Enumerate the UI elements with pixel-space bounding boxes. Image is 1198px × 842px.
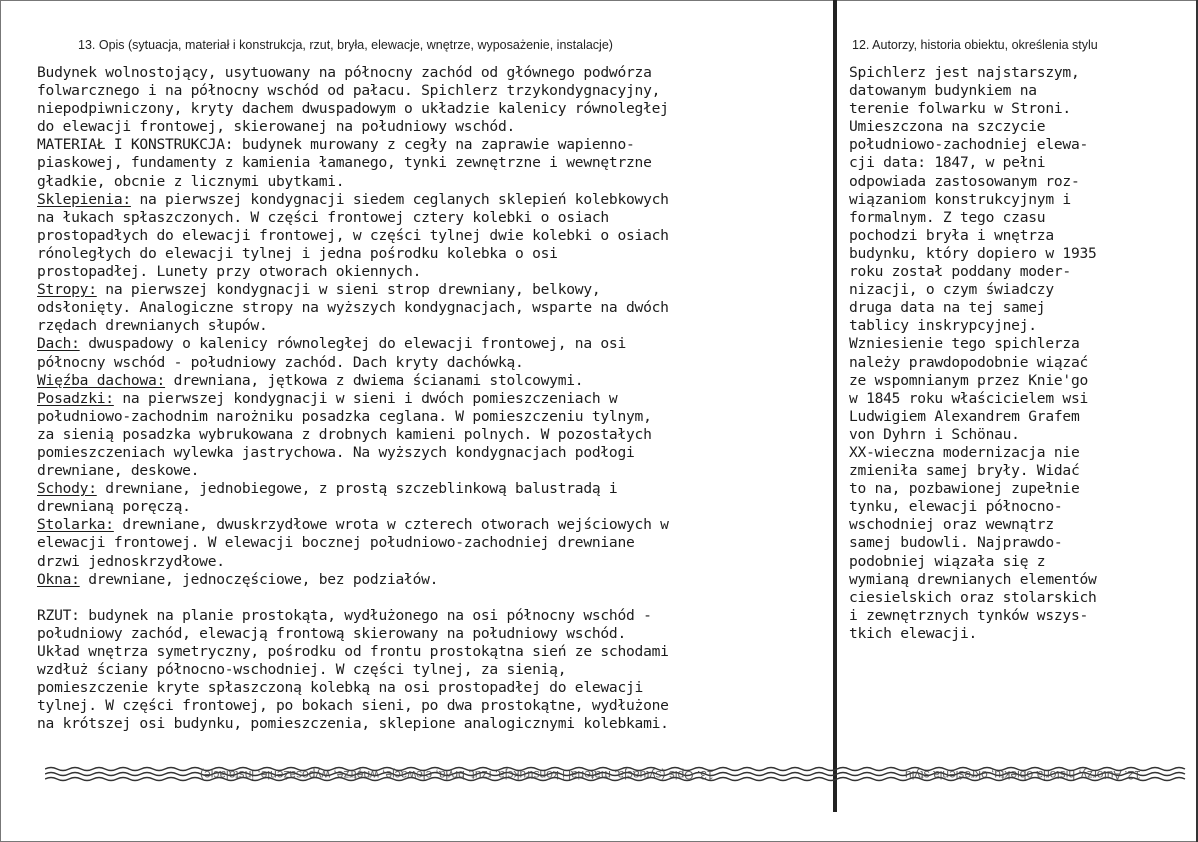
- history-line: i zewnętrznych tynków wszys-: [849, 606, 1089, 624]
- description-line: [37, 534, 797, 552]
- line-text: niepodpiwniczony, kryty dachem dwuspadowym o układzie kalenicy równoległej: [37, 100, 669, 118]
- line-text: południowy zachód, elewacją frontową skierowany na południowy wschód.: [37, 624, 626, 642]
- history-line: budynku, który dopiero w 1935: [849, 244, 1097, 262]
- description-line: [37, 154, 797, 172]
- section-heading: Posadzki:: [37, 389, 114, 407]
- history-line: tynku, elewacji północno-: [849, 498, 1063, 516]
- mirrored-right-header: 12. Autorzy, historia obiektu, określenia stylu: [905, 768, 1141, 782]
- history-line: zmieniła samej bryły. Widać: [849, 462, 1080, 480]
- line-text: drzwi jednoskrzydłowe.: [37, 552, 225, 570]
- history-line: nizacji, o czym świadczy: [849, 281, 1054, 299]
- description-line: [37, 607, 797, 625]
- description-line: [37, 571, 797, 589]
- line-text: drewniane, jednoczęściowe, bez podziałów.: [79, 570, 439, 588]
- description-line: [37, 480, 797, 498]
- line-text: drewniane, jednobiegowe, z prostą szczeblinkową balustradą i: [96, 480, 618, 498]
- line-text: na łukach spłaszczonych. W części frontowej cztery kolebki o osiach: [37, 208, 609, 226]
- history-line: Umieszczona na szczycie: [849, 118, 1046, 136]
- line-text: na pierwszej kondygnacji siedem ceglanych sklepień kolebkowych: [130, 190, 669, 208]
- line-text: drewniane, dwuskrzydłowe wrota w czterech otworach wejściowych w: [113, 516, 669, 534]
- line-text: elewacji frontowej. W elewacji bocznej południowo-zachodniej drewniane: [37, 534, 635, 552]
- history-line: terenie folwarku w Stroni.: [849, 100, 1071, 118]
- description-line: [37, 335, 797, 353]
- history-line: tkich elewacji.: [849, 624, 978, 642]
- line-text: pomieszczeniach wylewka jastrychowa. Na wyższych kondygnacjach podłogi: [37, 443, 635, 461]
- line-text: folwarcznego i na północny wschód od pałacu. Spichlerz trzykondygnacyjny,: [37, 82, 661, 100]
- description-line: [37, 697, 797, 715]
- section-heading: Stropy:: [37, 281, 97, 299]
- description-line: [37, 299, 797, 317]
- history-line: wiązaniom konstrukcyjnym i: [849, 190, 1071, 208]
- description-line: [37, 227, 797, 245]
- right-column-header: 12. Autorzy, historia obiektu, określenia stylu: [852, 38, 1098, 52]
- description-line: [37, 408, 797, 426]
- column-divider: [833, 0, 837, 812]
- line-text: rónoległych do elewacji tylnej i jedna pośrodku kolebka o osi: [37, 244, 558, 262]
- line-text: rzędach drewnianych słupów.: [37, 317, 268, 335]
- history-line: von Dyhrn i Schönau.: [849, 425, 1020, 443]
- description-line: [37, 661, 797, 679]
- description-line: [37, 354, 797, 372]
- line-text: północny wschód - południowy zachód. Dach kryty dachówką.: [37, 353, 524, 371]
- history-text: [849, 64, 1159, 643]
- history-line: to na, pozbawionej zupełnie: [849, 480, 1080, 498]
- description-line: [37, 82, 797, 100]
- history-line: wymianą drewnianych elementów: [849, 570, 1097, 588]
- history-line: cji data: 1847, w pełni: [849, 154, 1046, 172]
- description-line: [37, 245, 797, 263]
- history-line: roku został poddany moder-: [849, 263, 1071, 281]
- line-text: prostopadłych do elewacji frontowej, w części tylnej dwie kolebki o osiach: [37, 226, 669, 244]
- history-line: datowanym budynkiem na: [849, 82, 1037, 100]
- history-line: podobniej wiązała się z: [849, 552, 1046, 570]
- line-text: wzdłuż ściany północno-wschodniej. W części tylnej, za sienią,: [37, 661, 567, 679]
- description-text: [37, 64, 797, 733]
- description-line: [37, 191, 797, 209]
- line-text: gładkie, obcnie z licznymi ubytkami.: [37, 172, 345, 190]
- paragraph-gap: [37, 589, 797, 607]
- history-line: należy prawdopodobnie wiązać: [849, 353, 1089, 371]
- description-line: [37, 390, 797, 408]
- section-heading: Sklepienia:: [37, 190, 131, 208]
- history-line: pochodzi bryła i wnętrza: [849, 226, 1054, 244]
- line-text: prostopadłej. Lunety przy otworach okiennych.: [37, 263, 422, 281]
- history-line: formalnym. Z tego czasu: [849, 208, 1046, 226]
- description-line: [37, 625, 797, 643]
- history-line: w 1845 roku właścicielem wsi: [849, 389, 1089, 407]
- history-line: odpowiada zastosowanym roz-: [849, 172, 1080, 190]
- history-line: druga data na tej samej: [849, 299, 1046, 317]
- line-text: RZUT: budynek na planie prostokąta, wydłużonego na osi północny wschód -: [37, 606, 652, 624]
- description-line: [37, 372, 797, 390]
- description-line: [37, 498, 797, 516]
- line-text: piaskowej, fundamenty z kamienia łamanego, tynki zewnętrzne i wewnętrzne: [37, 154, 652, 172]
- description-line: [37, 516, 797, 534]
- line-text: drewniana, jętkowa z dwiema ścianami stolcowymi.: [165, 371, 584, 389]
- line-text: pomieszczenie kryte spłaszczoną kolebką na osi prostopadłej do elewacji: [37, 679, 644, 697]
- line-text: Budynek wolnostojący, usytuowany na północny zachód od głównego podwórza: [37, 64, 652, 81]
- section-heading: Dach:: [37, 335, 80, 353]
- description-line: [37, 64, 797, 82]
- line-text: Układ wnętrza symetryczny, pośrodku od frontu prostokątna sień ze schodami: [37, 643, 669, 660]
- history-line: ze wspomnianym przez Knie'go: [849, 371, 1089, 389]
- description-line: [37, 173, 797, 191]
- description-line: [37, 643, 797, 661]
- history-line: południowo-zachodniej elewa-: [849, 136, 1089, 154]
- line-text: odsłonięty. Analogiczne stropy na wyższych kondygnacjach, wsparte na dwóch: [37, 299, 669, 317]
- description-line: [37, 715, 797, 733]
- history-line: Wzniesienie tego spichlerza: [849, 335, 1080, 353]
- description-line: [37, 209, 797, 227]
- history-line: samej budowli. Najprawdo-: [849, 534, 1063, 552]
- line-text: na krótszej osi budynku, pomieszczenia, sklepione analogicznymi kolebkami.: [37, 715, 669, 733]
- line-text: MATERIAŁ I KONSTRUKCJA: budynek murowany z cegły na zaprawie wapienno-: [37, 136, 635, 154]
- section-heading: Więźba dachowa:: [37, 371, 166, 389]
- line-text: drewnianą poręczą.: [37, 498, 191, 516]
- section-heading: Schody:: [37, 480, 97, 498]
- line-text: dwuspadowy o kalenicy równoległej do elewacji frontowej, na osi: [79, 335, 627, 353]
- description-line: [37, 281, 797, 299]
- description-line: [37, 553, 797, 571]
- line-text: do elewacji frontowej, skierowanej na południowy wschód.: [37, 118, 516, 136]
- description-line: [37, 263, 797, 281]
- history-line: wschodniej oraz wewnątrz: [849, 516, 1054, 534]
- line-text: na pierwszej kondygnacji w sieni strop drewniany, belkowy,: [96, 281, 601, 299]
- line-text: tylnej. W części frontowej, po bokach sieni, po dwa prostokątne, wydłużone: [37, 697, 669, 715]
- description-line: [37, 100, 797, 118]
- history-line: Spichlerz jest najstarszym,: [849, 64, 1080, 81]
- description-line: [37, 444, 797, 462]
- line-text: południowo-zachodnim narożniku posadzka ceglana. W pomieszczeniu tylnym,: [37, 407, 652, 425]
- description-line: [37, 426, 797, 444]
- history-line: tablicy inskrypcyjnej.: [849, 317, 1037, 335]
- history-line: Ludwigiem Alexandrem Grafem: [849, 407, 1080, 425]
- section-heading: Stolarka:: [37, 516, 114, 534]
- description-line: [37, 136, 797, 154]
- line-text: za sienią posadzka wybrukowana z drobnych kamieni polnych. W pozostałych: [37, 425, 652, 443]
- description-line: [37, 317, 797, 335]
- left-column-header: 13. Opis (sytuacja, materiał i konstrukcja, rzut, bryła, elewacje, wnętrze, wyposażenie, instalacje): [78, 38, 613, 52]
- line-text: drewniane, deskowe.: [37, 462, 200, 480]
- description-line: [37, 679, 797, 697]
- section-heading: Okna:: [37, 570, 80, 588]
- description-line: [37, 118, 797, 136]
- line-text: na pierwszej kondygnacji w sieni i dwóch pomieszczeniach w: [113, 389, 618, 407]
- mirrored-left-header: 13. Opis (sytuacja, materiał i konstrukcja, rzut, bryła, elewacje, wnętrze, wyposażenie, instalacje): [200, 768, 714, 782]
- history-line: XX-wieczna modernizacja nie: [849, 443, 1080, 461]
- history-line: ciesielskich oraz stolarskich: [849, 588, 1097, 606]
- description-line: [37, 462, 797, 480]
